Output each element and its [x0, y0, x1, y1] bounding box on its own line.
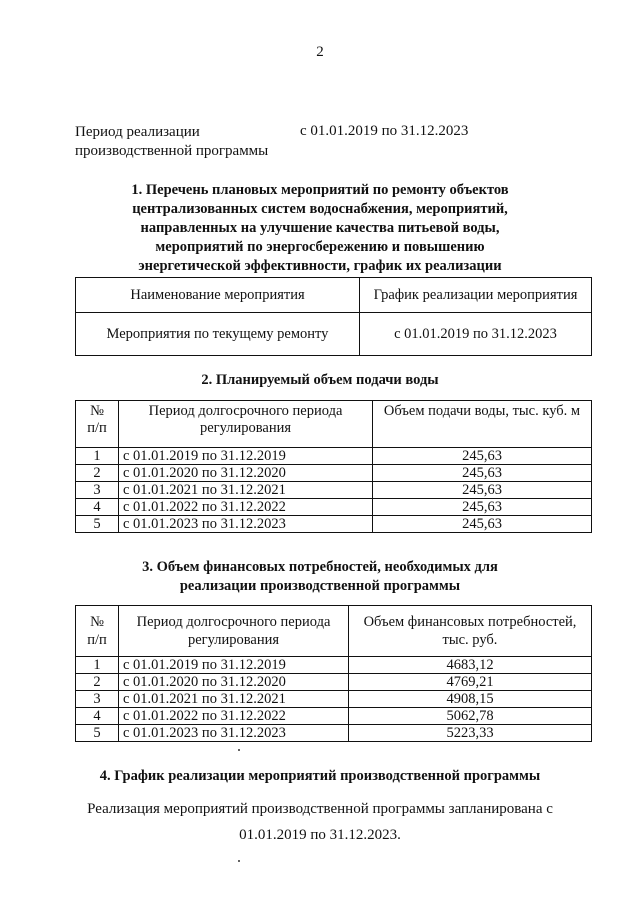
- row-number: 5: [76, 725, 119, 742]
- row-number: 5: [76, 516, 119, 533]
- section2-heading: 2. Планируемый объем подачи воды: [201, 372, 439, 388]
- table-row: [76, 516, 592, 533]
- row-value: 5062,78: [349, 708, 592, 725]
- row-value: 4683,12: [349, 657, 592, 674]
- row-period: с 01.01.2019 по 31.12.2019: [119, 448, 373, 465]
- row-number: 1: [76, 448, 119, 465]
- table-row: [76, 708, 592, 725]
- financial-needs-table: [75, 605, 592, 742]
- table-row: [76, 482, 592, 499]
- table-row: [76, 313, 592, 356]
- row-number: 2: [76, 465, 119, 482]
- row-value: 245,63: [373, 516, 592, 533]
- section1-heading: [0, 181, 640, 276]
- row-value: 245,63: [373, 448, 592, 465]
- period-value: с 01.01.2019 по 31.12.2023: [300, 123, 469, 139]
- column-header: Наименование мероприятия: [76, 278, 360, 313]
- table-cell: Мероприятия по текущему ремонту: [76, 313, 360, 356]
- period-label: [75, 123, 295, 161]
- row-value: 245,63: [373, 499, 592, 516]
- header-line: регулирования: [199, 420, 292, 436]
- table-row: [76, 725, 592, 742]
- table-header-row: [76, 606, 592, 657]
- paragraph-line: Реализация мероприятий производственной программы запланирована с: [87, 801, 553, 817]
- header-line: Объем финансовых потребностей,: [363, 614, 577, 630]
- row-period: с 01.01.2020 по 31.12.2020: [119, 674, 349, 691]
- table-header-row: [76, 278, 592, 313]
- heading-line: централизованных систем водоснабжения, мероприятий,: [132, 201, 508, 217]
- header-line: №: [90, 614, 104, 630]
- row-period: с 01.01.2021 по 31.12.2021: [119, 482, 373, 499]
- row-number: 2: [76, 674, 119, 691]
- table-cell: с 01.01.2019 по 31.12.2023: [360, 313, 592, 356]
- water-supply-table: [75, 400, 592, 533]
- section3-heading: [0, 558, 640, 596]
- header-line: регулирования: [187, 632, 280, 648]
- header-line: Период долгосрочного периода: [148, 403, 343, 419]
- row-value: 4908,15: [349, 691, 592, 708]
- column-header: График реализации мероприятия: [360, 278, 592, 313]
- row-period: с 01.01.2021 по 31.12.2021: [119, 691, 349, 708]
- row-number: 3: [76, 482, 119, 499]
- table-row: [76, 499, 592, 516]
- row-value: 4769,21: [349, 674, 592, 691]
- column-header-num: [76, 606, 119, 657]
- column-header-value: Объем подачи воды, тыс. куб. м: [373, 401, 592, 448]
- row-period: с 01.01.2022 по 31.12.2022: [119, 708, 349, 725]
- heading-line: 3. Объем финансовых потребностей, необходимых для: [142, 559, 498, 575]
- period-label-line: Период реализации: [75, 124, 200, 140]
- column-header-value: [349, 606, 592, 657]
- header-line: п/п: [87, 632, 107, 648]
- heading-line: реализации производственной программы: [179, 578, 461, 594]
- heading-line: мероприятий по энергосбережению и повышению: [155, 239, 485, 255]
- table-row: [76, 657, 592, 674]
- column-header-period: [119, 401, 373, 448]
- activities-table: [75, 277, 592, 356]
- paragraph-line: 01.01.2019 по 31.12.2023.: [239, 827, 401, 843]
- column-header-num: [76, 401, 119, 448]
- table-row: [76, 674, 592, 691]
- scan-speck: [238, 749, 240, 751]
- table-row: [76, 448, 592, 465]
- row-period: с 01.01.2023 по 31.12.2023: [119, 516, 373, 533]
- table-header-row: [76, 401, 592, 448]
- page-number: 2: [316, 44, 324, 60]
- column-header-period: [119, 606, 349, 657]
- table-row: [76, 465, 592, 482]
- row-number: 4: [76, 708, 119, 725]
- header-line: п/п: [87, 420, 107, 436]
- row-period: с 01.01.2022 по 31.12.2022: [119, 499, 373, 516]
- row-period: с 01.01.2019 по 31.12.2019: [119, 657, 349, 674]
- row-period: с 01.01.2023 по 31.12.2023: [119, 725, 349, 742]
- scan-speck: [238, 860, 240, 862]
- row-value: 245,63: [373, 482, 592, 499]
- heading-line: 1. Перечень плановых мероприятий по ремонту объектов: [131, 182, 509, 198]
- header-line: Период долгосрочного периода: [136, 614, 331, 630]
- heading-line: направленных на улучшение качества питьевой воды,: [140, 220, 500, 236]
- row-value: 245,63: [373, 465, 592, 482]
- row-period: с 01.01.2020 по 31.12.2020: [119, 465, 373, 482]
- row-number: 3: [76, 691, 119, 708]
- section4-heading: 4. График реализации мероприятий производственной программы: [99, 768, 541, 784]
- row-number: 4: [76, 499, 119, 516]
- section4-text: [0, 796, 640, 848]
- heading-line: энергетической эффективности, график их реализации: [138, 258, 502, 274]
- row-number: 1: [76, 657, 119, 674]
- header-line: №: [90, 403, 104, 419]
- header-line: тыс. руб.: [442, 632, 498, 648]
- row-value: 5223,33: [349, 725, 592, 742]
- table-row: [76, 691, 592, 708]
- period-label-line: производственной программы: [75, 143, 269, 159]
